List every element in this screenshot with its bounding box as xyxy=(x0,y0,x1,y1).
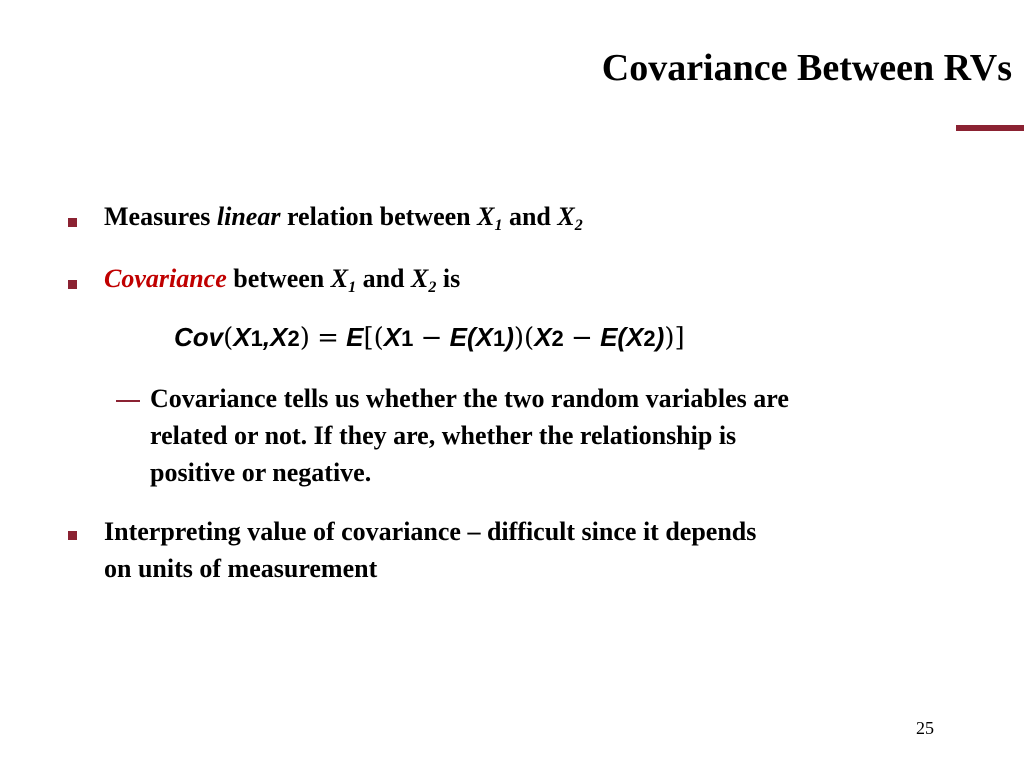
sub-bullet-line: positive or negative. xyxy=(150,458,372,487)
bullet2-covariance: Covariance xyxy=(104,264,227,293)
bullet2-between: between xyxy=(233,264,325,293)
bullet-covariance-def xyxy=(104,264,460,294)
sub-bullet-line: Covariance tells us whether the two random variables are xyxy=(150,384,789,413)
bullet-linear-relation xyxy=(104,202,583,232)
bullet2-x2: $X_2$ xyxy=(411,264,437,296)
bullet2-and: and xyxy=(362,264,405,293)
bullet1-x2: $X_2$ xyxy=(557,202,583,234)
bullet1-relation: relation between xyxy=(286,202,471,231)
bullet1-measures: Measures xyxy=(104,202,211,231)
bullet1-and: and xyxy=(508,202,551,231)
bullet-marker xyxy=(68,218,77,227)
sub-bullet-text xyxy=(150,380,789,491)
bullet1-x1: $X_1$ xyxy=(477,202,503,234)
bullet3-line: Interpreting value of covariance – difficult since it depends xyxy=(104,517,757,546)
covariance-formula: Cov(X1,X2) = E[(X1 − E(X1))(X2 − E(X2))] xyxy=(174,322,685,353)
title-underline xyxy=(956,125,1024,131)
bullet-interpreting xyxy=(104,513,756,587)
page-number: 25 xyxy=(916,718,934,738)
bullet-marker xyxy=(68,531,77,540)
bullet2-is: is xyxy=(442,264,461,293)
bullet2-x1: $X_1$ xyxy=(330,264,357,296)
sub-bullet-dash xyxy=(116,400,140,402)
bullet-marker xyxy=(68,280,77,289)
slide-title: Covariance Between RVs xyxy=(601,47,1012,89)
bullet3-line: on units of measurement xyxy=(104,554,378,583)
bullet1-linear: linear xyxy=(216,202,281,231)
sub-bullet-line: related or not. If they are, whether the relationship is xyxy=(150,421,737,450)
